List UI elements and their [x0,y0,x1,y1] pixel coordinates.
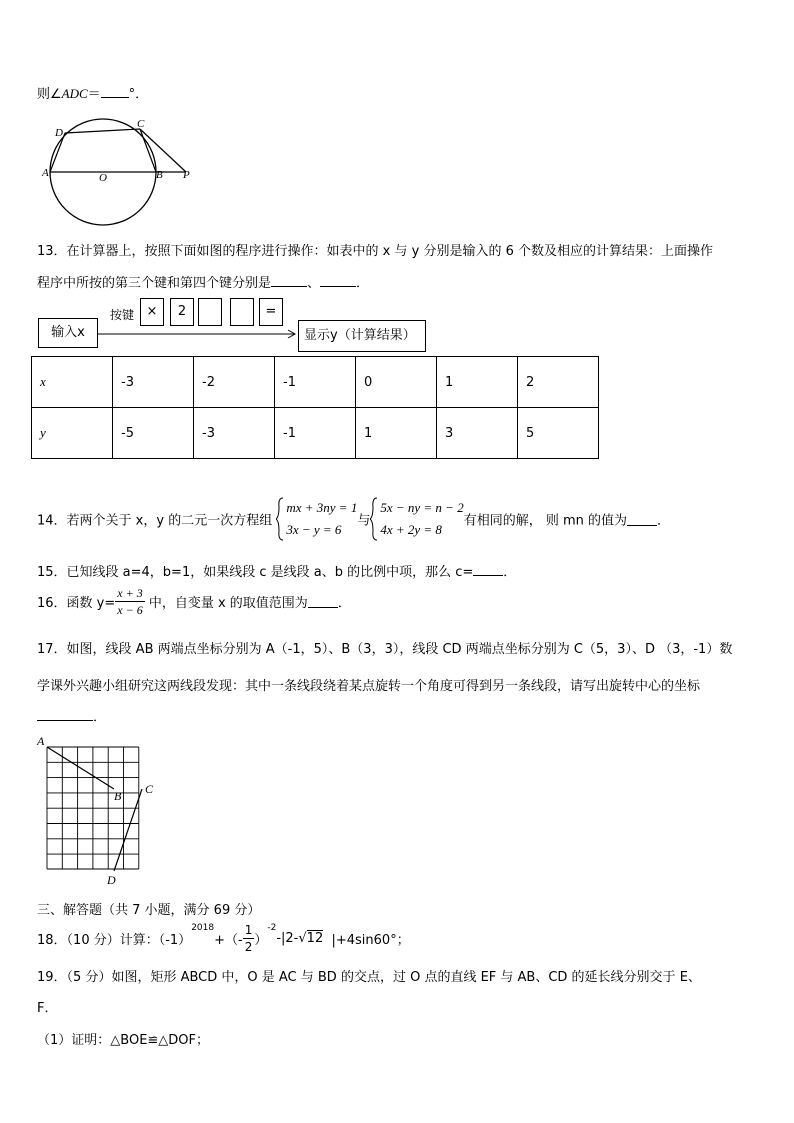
q17-end: ． [93,710,107,725]
q16-denominator: x − 6 [117,603,143,617]
q16-line [37,585,351,618]
q18-prefix: 18．（10 分）计算：（-1） [37,933,192,948]
table-cell: -1 [275,408,356,459]
segment-ab [47,747,114,789]
table-cell: 1 [437,357,518,408]
q18-frac-num: 1 [244,923,253,937]
q12-circle-figure [38,112,198,227]
table-cell: 2 [518,357,599,408]
q14-suffix: 有相同的解， 则 mn 的值为 [463,513,628,529]
q12-blank[interactable] [101,85,129,98]
q16-fraction [115,585,144,618]
q18-exp2: -2 [267,923,277,933]
q14-line [37,497,670,541]
q14-sys2-eq1: 5x − ny = n − 2 [380,500,464,515]
q12-equals: ＝ [87,87,101,102]
q12-answer-line [37,83,148,102]
q14-sys1-eq1: mx + 3ny = 1 [286,500,358,515]
q16-blank[interactable] [308,595,338,608]
q17-grid-figure [34,733,164,889]
q14-system-1 [276,497,357,541]
q13-end: ． [356,276,370,291]
label-d: D [55,127,63,139]
grid-lines [47,747,139,869]
label-b: B [156,169,163,181]
table-cell: 1 [356,408,437,459]
q15-text: 15．已知线段 a=4，b=1，如果线段 c 是线段 a、b 的比例中项，那么 c= [37,565,474,580]
q15-blank[interactable] [473,563,503,576]
q19-part1: （1）证明：△BOE≌△DOF； [37,1033,210,1048]
q18-frac-den: 2 [244,940,253,954]
table-cell: -3 [194,408,275,459]
key-third-blank [198,298,222,326]
table-row-y [32,408,599,459]
q16-numerator: x + 3 [117,586,143,600]
label-o: O [99,172,107,184]
sqrt-icon: √ [298,931,307,946]
press-key-label: 按键 [110,308,135,322]
q13-line1: 13．在计算器上，按照下面如图的程序进行操作：如表中的 x 与 y 分别是输入的 6 个数及相应的计算结果：上面操作 [37,244,713,259]
q13-line2-prefix: 程序中所按的第三个键和第四个键分别是 [37,276,272,291]
q16-suffix: 中，自变量 x 的取值范围为 [148,596,308,611]
input-x-box: 输入x [38,318,98,348]
label-a: A [42,167,49,179]
flow-arrow [98,326,298,340]
q14-mid: 与 [357,513,371,529]
chord-cb [140,129,156,172]
q19-line1: 19．（5 分）如图，矩形 ABCD 中，O 是 AC 与 BD 的交点，过 O 点的直线 EF 与 AB、CD 的延长线分别交于 E、 [37,970,701,985]
q14-end: ． [657,513,671,529]
q14-prefix: 14．若两个关于 x，y 的二元一次方程组 [37,513,273,529]
q17-line1: 17．如图，线段 AB 两端点坐标分别为 A（-1，5）、B（3，3），线段 CD 两端点坐标分别为 C（5，3）、D （3，-1）数 [37,642,733,657]
q18-line [37,922,410,955]
q18-suffix: |+4sin60°； [331,933,410,948]
q18-sqrt: 12 [306,931,324,946]
table-cell: 0 [356,357,437,408]
q18-abs: -|2- [276,931,299,946]
table-cell: y [32,408,113,459]
q15-end: ． [503,565,517,580]
label-b: B [114,789,122,803]
table-cell: x [32,357,113,408]
q12-angle: ADC [61,86,88,101]
q18-plus: +（- [214,933,243,948]
table-cell: 3 [437,408,518,459]
key-equals: = [259,298,283,326]
table-cell: -2 [194,357,275,408]
table-cell: -3 [113,357,194,408]
q13-sep: 、 [307,276,321,291]
output-y-box: 显示y（计算结果） [298,320,426,352]
q17-line2: 学课外兴趣小组研究这两线段发现：其中一条线段绕着某点旋转一个角度可得到另一条线段，请写出旋转中心的坐标 [37,679,701,694]
table-row-x [32,357,599,408]
q14-sys1-eq2: 3x − y = 6 [286,522,342,537]
q18-fraction [243,922,255,955]
q18-exp1: 2018 [191,923,215,933]
tangent-cp [140,129,186,172]
q14-blank[interactable] [627,513,657,526]
q16-end: ． [337,596,351,611]
key-2: 2 [170,298,194,326]
label-d: D [107,873,116,887]
key-multiply: × [140,298,164,326]
q12-suffix: °． [128,87,149,102]
q14-sys2-eq2: 4x + 2y = 8 [380,522,442,537]
q19-line2: F． [37,1001,58,1016]
q18-close: ） [254,933,268,948]
table-cell: -1 [275,357,356,408]
section-3-heading: 三、解答题（共 7 小题，满分 69 分） [37,903,261,918]
q14-system-2 [370,497,463,541]
key-fourth-blank [230,298,254,326]
q17-line3 [37,706,106,725]
q16-prefix: 16．函数 y= [37,596,116,611]
label-c: C [137,118,145,130]
q13-blank-1[interactable] [271,274,307,287]
label-c: C [145,782,154,796]
q15-line [37,561,516,580]
chord-dc [65,129,140,133]
q12-prefix: 则∠ [37,87,62,102]
label-a: A [37,734,45,748]
q17-blank[interactable] [37,708,93,721]
q13-blank-2[interactable] [320,274,356,287]
label-p: P [183,169,190,181]
q13-line2 [37,272,369,291]
table-cell: -5 [113,408,194,459]
table-cell: 5 [518,408,599,459]
xy-table [31,356,599,459]
